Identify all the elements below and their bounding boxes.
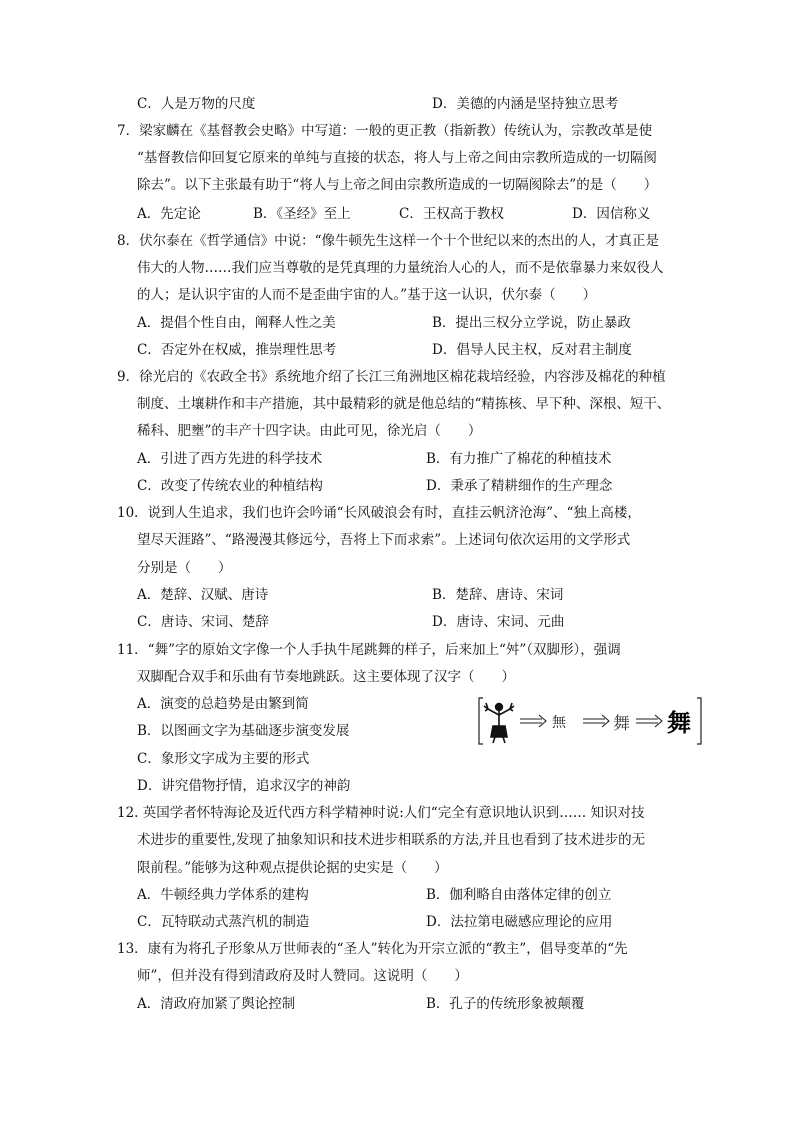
q12-option-b: B．伽利略自由落体定律的创立	[426, 887, 612, 903]
left-bracket	[479, 698, 483, 744]
final-character-glyph: 舞	[667, 709, 691, 737]
seal-script-glyph: 舞	[613, 714, 630, 734]
q7-option-d: D．因信称义	[572, 206, 651, 222]
q7-stem-line-3: 除去”。以下主张最有助于“将人与上帝之间由宗教所造成的一切隔阂除去”的是（ ）	[137, 177, 658, 193]
q8-option-c: C．否定外在权威，推崇理性思考	[137, 342, 337, 358]
arrow-icon	[583, 715, 609, 727]
q9-option-b: B．有力推广了棉花的种植技术	[426, 451, 612, 467]
q11-stem-line-2: 双脚配合双手和乐曲有节奏地跳跃。这主要体现了汉字（ ）	[137, 669, 515, 685]
q10-stem-line-2: 望尽天涯路”、“路漫漫其修远兮，吾将上下而求索”。上述词句依次运用的文学形式	[137, 532, 631, 548]
q12-option-d: D．法拉第电磁感应理论的应用	[426, 914, 613, 930]
q9-option-d: D．秉承了精耕细作的生产理念	[426, 478, 613, 494]
q9-option-c: C．改变了传统农业的种植结构	[137, 478, 323, 494]
q7-option-c: C．王权高于教权	[399, 206, 504, 222]
q7-stem-line-1: 7．梁家麟在《基督教会史略》中写道：一般的更正教（指新教）传统认为，宗教改革是使	[117, 123, 653, 139]
q13-stem-line-2: 师”，但并没有得到清政府及时人赞同。这说明（ ）	[137, 968, 468, 984]
q13-option-a: A．清政府加紧了舆论控制	[137, 996, 296, 1012]
dancing-figure-pictograph	[484, 703, 514, 743]
q6-option-d: D．美德的内涵是坚持独立思考	[432, 96, 619, 112]
q10-option-a: A．楚辞、汉赋、唐诗	[137, 587, 269, 603]
q8-option-a: A．提倡个性自由，阐释人性之美	[137, 315, 336, 331]
q8-stem-line-2: 伟大的人物……我们应当尊敬的是凭真理的力量统治人心的人，而不是依靠暴力来奴役人	[137, 260, 664, 276]
q10-option-d: D．唐诗、宋词、元曲	[432, 614, 565, 630]
wu-character-evolution-figure	[476, 695, 704, 747]
q7-option-b: B．《圣经》至上	[253, 206, 351, 222]
q10-stem-line-1: 10．说到人生追求，我们也许会吟诵“长风破浪会有时，直挂云帆济沧海”、“独上高楼，	[117, 505, 641, 521]
q7-option-a: A．先定论	[137, 206, 201, 222]
q12-stem-line-3: 限前程。”能够为这种观点提供论据的史实是（ ）	[137, 860, 448, 876]
q13-stem-line-1: 13．康有为将孔子形象从万世师表的“圣人”转化为开宗立派的“教主”，倡导变革的“先	[117, 941, 628, 957]
q11-stem-line-1: 11．“舞”字的原始文字像一个人手执牛尾跳舞的样子，后来加上“舛”（双脚形），强调	[117, 642, 621, 658]
q8-option-d: D．倡导人民主权，反对君主制度	[432, 342, 632, 358]
q10-option-b: B．楚辞、唐诗、宋词	[432, 587, 564, 603]
q12-option-c: C．瓦特联动式蒸汽机的制造	[137, 914, 310, 930]
q12-stem-line-1: 12. 英国学者怀特海论及近代西方科学精神时说:人们“完全有意识地认识到…… 知识对技	[117, 805, 645, 821]
q6-option-c: C．人是万物的尺度	[137, 96, 256, 112]
arrow-icon	[636, 715, 662, 727]
q11-option-a: A．演变的总趋势是由繁到简	[137, 696, 309, 712]
q13-option-b: B．孔子的传统形象被颠覆	[426, 996, 585, 1012]
q8-stem-line-1: 8．伏尔泰在《哲学通信》中说：“像牛顿先生这样一个十个世纪以来的杰出的人，才真正是	[117, 233, 659, 249]
q7-stem-line-2: “基督教信仰回复它原来的单纯与直接的状态，将人与上帝之间由宗教所造成的一切隔阂	[137, 150, 657, 166]
arrow-icon	[520, 715, 546, 727]
q9-stem-line-3: 稀科、肥壅”的丰产十四字诀。由此可见，徐光启（ ）	[137, 423, 482, 439]
right-bracket	[697, 698, 701, 744]
q11-option-b: B．以图画文字为基础逐步演变发展	[137, 723, 350, 739]
q11-option-c: C．象形文字成为主要的形式	[137, 751, 310, 767]
q12-stem-line-2: 术进步的重要性,发现了抽象知识和技术进步相联系的方法,并且也看到了技术进步的无	[137, 832, 646, 848]
q9-stem-line-2: 制度、土壤耕作和丰产措施，其中最精彩的就是他总结的“精拣核、早下种、深根、短干、	[137, 396, 671, 412]
q10-stem-line-3: 分别是（ ）	[137, 560, 232, 576]
q8-option-b: B．提出三权分立学说，防止暴政	[432, 315, 631, 331]
q10-option-c: C．唐诗、宋词、楚辞	[137, 614, 269, 630]
q12-option-a: A．牛顿经典力学体系的建构	[137, 887, 309, 903]
q9-stem-line-1: 9．徐光启的《农政全书》系统地介绍了长江三角洲地区棉花栽培经验，内容涉及棉花的种植	[117, 369, 666, 385]
q11-option-d: D．讲究借物抒情，追求汉字的神韵	[137, 778, 351, 794]
q9-option-a: A．引进了西方先进的科学技术	[137, 451, 323, 467]
early-script-glyph: 無	[552, 715, 566, 731]
q8-stem-line-3: 的人；是认识宇宙的人而不是歪曲宇宙的人。”基于这一认识，伏尔泰（ ）	[137, 287, 597, 303]
